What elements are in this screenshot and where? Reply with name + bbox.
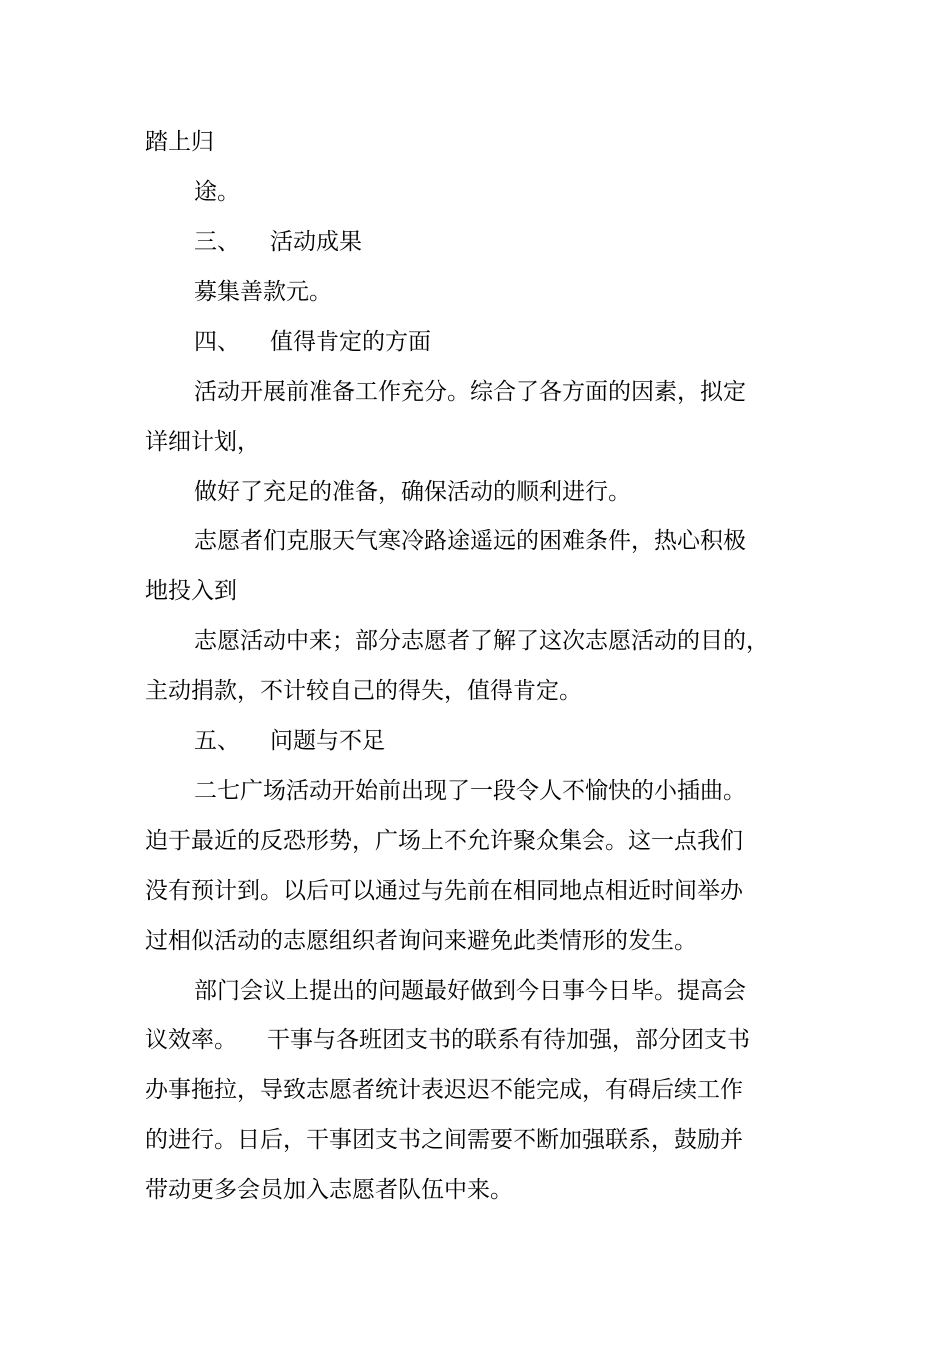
text-line: 主动捐款，不计较自己的得失，值得肯定。	[145, 678, 582, 704]
section-heading-5	[194, 726, 385, 756]
section-title: 值得肯定的方面	[270, 329, 431, 355]
text-line: 的进行。日后，干事团支书之间需要不断加强联系，鼓励并	[145, 1127, 743, 1153]
text-line: 部门会议上提出的问题最好做到今日事今日毕。提高会	[194, 978, 746, 1004]
text-line: 活动开展前准备工作充分。综合了各方面的因素，拟定	[194, 379, 746, 405]
text-segment: 干事与各班团支书的联系有待加强，部分团支书	[267, 1027, 750, 1053]
text-line: 募集善款元。	[194, 279, 332, 305]
text-line: 带动更多会员加入志愿者队伍中来。	[145, 1177, 513, 1203]
text-line: 过相似活动的志愿组织者询问来避免此类情形的发生。	[145, 928, 697, 954]
section-number: 三、	[194, 229, 240, 255]
text-line: 地投入到	[145, 578, 237, 604]
text-line: 志愿活动中来；部分志愿者了解了这次志愿活动的目的，	[194, 628, 769, 654]
text-line: 没有预计到。以后可以通过与先前在相同地点相近时间举办	[145, 878, 743, 904]
text-line: 途。	[194, 179, 240, 205]
section-number: 五、	[194, 728, 240, 754]
section-title: 活动成果	[270, 229, 362, 255]
text-line: 详细计划，	[145, 429, 260, 455]
section-heading-3	[194, 227, 362, 257]
text-line: 二七广场活动开始前出现了一段令人不愉快的小插曲。	[194, 778, 746, 804]
text-line: 做好了充足的准备，确保活动的顺利进行。	[194, 479, 631, 505]
section-title: 问题与不足	[270, 728, 385, 754]
text-line: 踏上归	[145, 129, 214, 155]
section-heading-4	[194, 327, 431, 357]
text-segment: 议效率。	[145, 1027, 237, 1053]
text-line: 志愿者们克服天气寒冷路途遥远的困难条件，热心积极	[194, 528, 746, 554]
text-line: 办事拖拉，导致志愿者统计表迟迟不能完成，有碍后续工作	[145, 1077, 743, 1103]
text-line: 迫于最近的反恐形势，广场上不允许聚众集会。这一点我们	[145, 828, 743, 854]
text-line	[145, 1025, 750, 1055]
section-number: 四、	[194, 329, 240, 355]
